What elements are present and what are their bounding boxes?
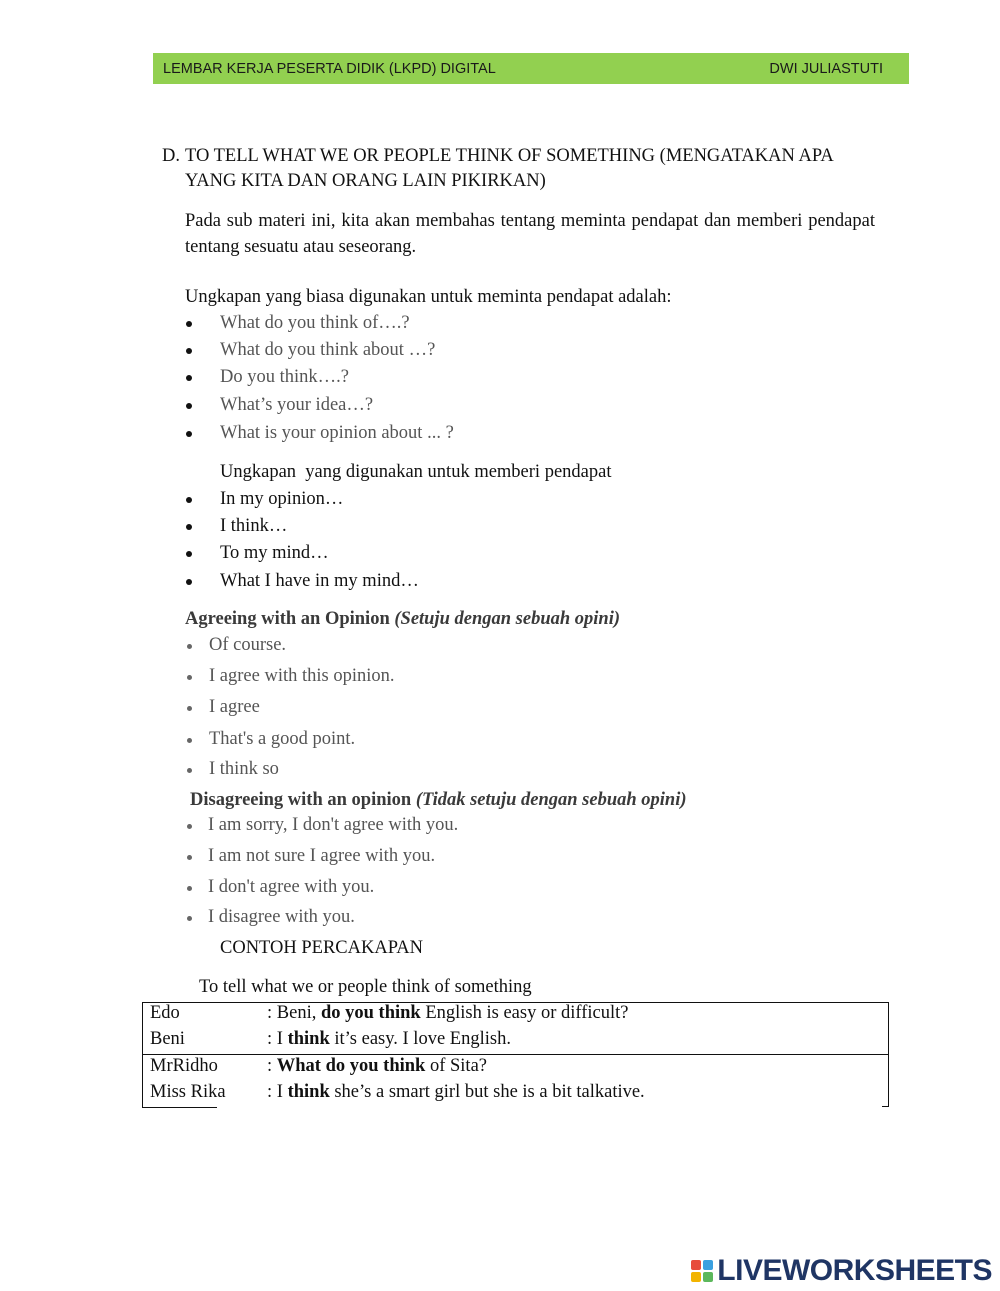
table-row-line bbox=[267, 1056, 487, 1077]
line-text: : Beni, bbox=[267, 1003, 321, 1023]
bullet-icon bbox=[187, 855, 192, 860]
line-emphasis: think bbox=[287, 1082, 330, 1102]
disagreeing-item: I am sorry, I don't agree with you. bbox=[208, 815, 459, 835]
conversation-subtitle: To tell what we or people think of something bbox=[199, 977, 532, 997]
bullet-icon bbox=[187, 916, 192, 921]
disagreeing-item: I disagree with you. bbox=[208, 907, 355, 927]
line-emphasis: do you think bbox=[320, 1003, 421, 1023]
bullet-icon bbox=[186, 551, 192, 557]
table-row-speaker: Beni bbox=[150, 1029, 185, 1049]
asking-item: What is your opinion about ... ? bbox=[220, 423, 454, 443]
bullet-icon bbox=[187, 768, 192, 773]
giving-item: To my mind… bbox=[220, 543, 329, 563]
header-right-text: DWI JULIASTUTI bbox=[769, 60, 883, 77]
disagreeing-heading bbox=[190, 790, 687, 811]
conversation-table bbox=[142, 1002, 889, 1107]
table-row-line bbox=[267, 1029, 511, 1050]
bullet-icon bbox=[187, 706, 192, 711]
agreeing-item: I agree with this opinion. bbox=[209, 666, 395, 686]
agreeing-heading bbox=[185, 609, 620, 630]
giving-heading: Ungkapan yang digunakan untuk memberi pendapat bbox=[220, 462, 612, 482]
line-text: : bbox=[267, 1056, 277, 1076]
section-intro: Pada sub materi ini, kita akan membahas tentang meminta pendapat dan memberi pendapat tentang sesuatu atau seseorang. bbox=[185, 211, 875, 257]
agreeing-heading-translation: (Setuju dengan sebuah opini) bbox=[394, 609, 621, 629]
bullet-icon bbox=[187, 644, 192, 649]
table-border bbox=[882, 1106, 889, 1107]
bullet-icon bbox=[186, 431, 192, 437]
bullet-icon bbox=[186, 321, 192, 327]
line-text: : I bbox=[267, 1029, 288, 1049]
line-text: she’s a smart girl but she is a bit talkative. bbox=[329, 1082, 645, 1102]
logo-square bbox=[703, 1260, 713, 1270]
bullet-icon bbox=[186, 579, 192, 585]
line-text: English is easy or difficult? bbox=[420, 1003, 629, 1023]
disagreeing-item: I don't agree with you. bbox=[208, 877, 375, 897]
asking-item: What’s your idea…? bbox=[220, 395, 374, 415]
table-row-line bbox=[267, 1003, 628, 1024]
bullet-icon bbox=[187, 886, 192, 891]
line-emphasis: What do you think bbox=[276, 1056, 426, 1076]
logo-mark-icon bbox=[691, 1260, 713, 1282]
line-emphasis: think bbox=[287, 1029, 330, 1049]
line-text: it’s easy. I love English. bbox=[329, 1029, 511, 1049]
table-row-speaker: Edo bbox=[150, 1003, 180, 1023]
giving-item: I think… bbox=[220, 516, 288, 536]
header-left-text: LEMBAR KERJA PESERTA DIDIK (LKPD) DIGITAL bbox=[163, 60, 496, 77]
bullet-icon bbox=[186, 348, 192, 354]
disagreeing-heading-text: Disagreeing with an opinion bbox=[190, 790, 412, 810]
asking-heading: Ungkapan yang biasa digunakan untuk meminta pendapat adalah: bbox=[185, 287, 672, 307]
giving-item: In my opinion… bbox=[220, 489, 344, 509]
liveworksheets-logo[interactable] bbox=[691, 1254, 992, 1288]
asking-item: Do you think….? bbox=[220, 367, 349, 387]
header-bar bbox=[153, 53, 909, 84]
agreeing-heading-text: Agreeing with an Opinion bbox=[185, 609, 390, 629]
bullet-icon bbox=[186, 524, 192, 530]
bullet-icon bbox=[186, 403, 192, 409]
disagreeing-item: I am not sure I agree with you. bbox=[208, 846, 436, 866]
logo-square bbox=[691, 1260, 701, 1270]
table-border bbox=[142, 1107, 217, 1108]
table-row-speaker: MrRidho bbox=[150, 1056, 218, 1076]
disagreeing-heading-translation: (Tidak setuju dengan sebuah opini) bbox=[415, 790, 687, 810]
bullet-icon bbox=[186, 375, 192, 381]
logo-square bbox=[691, 1272, 701, 1282]
table-row-speaker: Miss Rika bbox=[150, 1082, 226, 1102]
logo-text: LIVEWORKSHEETS bbox=[717, 1254, 992, 1287]
agreeing-item: Of course. bbox=[209, 635, 287, 655]
bullet-icon bbox=[187, 738, 192, 743]
table-row-line bbox=[267, 1082, 645, 1103]
line-text: of Sita? bbox=[425, 1056, 487, 1076]
agreeing-item: That's a good point. bbox=[209, 729, 356, 749]
giving-item: What I have in my mind… bbox=[220, 571, 419, 591]
asking-item: What do you think of….? bbox=[220, 313, 410, 333]
bullet-icon bbox=[187, 824, 192, 829]
asking-item: What do you think about …? bbox=[220, 340, 436, 360]
section-title: TO TELL WHAT WE OR PEOPLE THINK OF SOMETHING (MENGATAKAN APA YANG KITA DAN ORANG LAIN PIKIRKAN) bbox=[185, 146, 833, 191]
bullet-icon bbox=[186, 497, 192, 503]
bullet-icon bbox=[187, 675, 192, 680]
agreeing-item: I think so bbox=[209, 759, 279, 779]
table-divider bbox=[142, 1054, 889, 1055]
section-number: D. bbox=[162, 146, 180, 166]
logo-square bbox=[703, 1272, 713, 1282]
line-text: : I bbox=[267, 1082, 288, 1102]
conversation-title: CONTOH PERCAKAPAN bbox=[220, 938, 424, 958]
agreeing-item: I agree bbox=[209, 697, 260, 717]
